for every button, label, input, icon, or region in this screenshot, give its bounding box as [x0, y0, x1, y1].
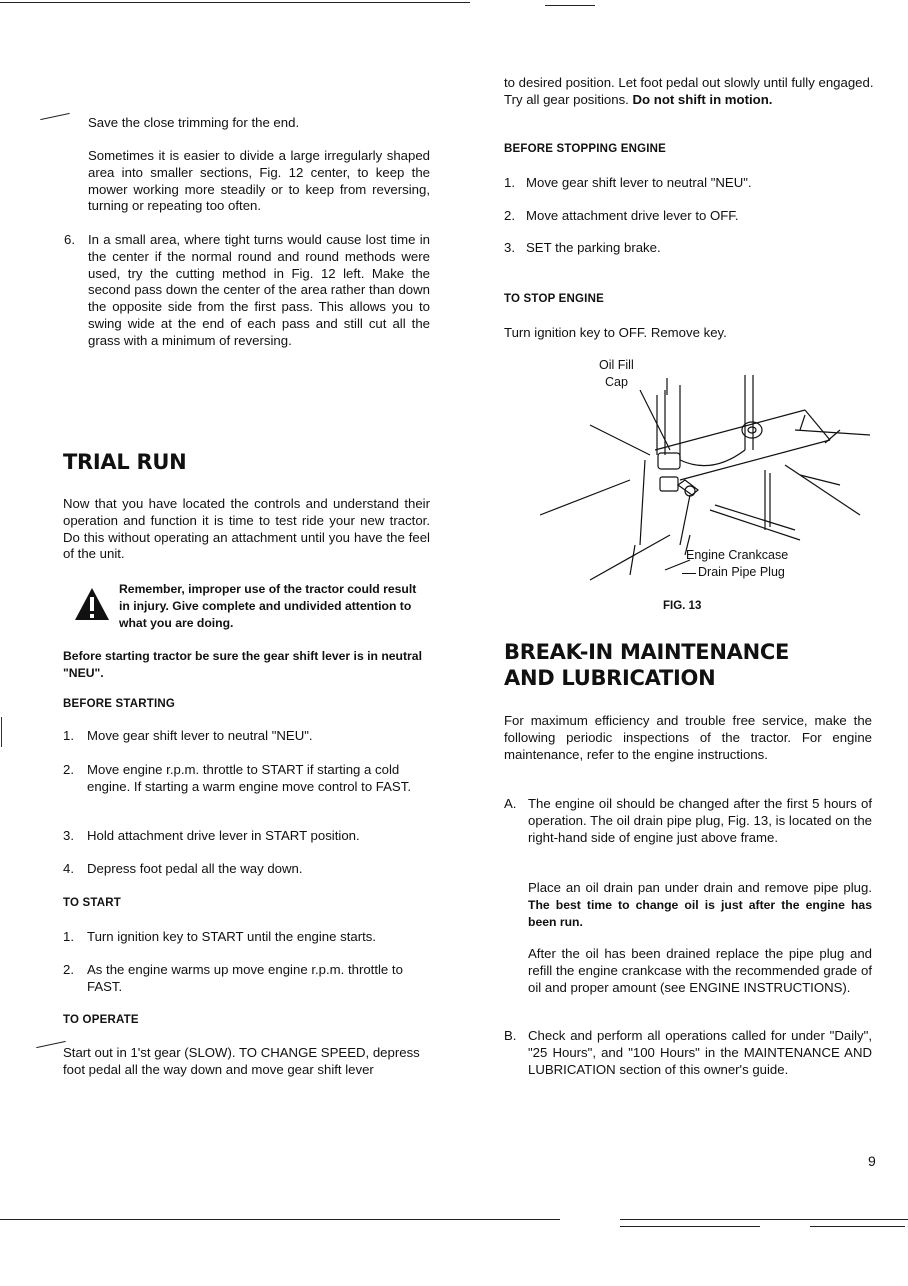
- item-a-para-2-normal: Place an oil drain pan under drain and remove pipe plug.: [528, 880, 872, 895]
- list-item: [64, 115, 430, 132]
- list-text: Save the close trimming for the end.: [88, 115, 300, 130]
- list-text: Move attachment drive lever to OFF.: [526, 208, 739, 223]
- list-number: 3.: [504, 240, 515, 255]
- trial-run-title: TRIAL RUN: [63, 450, 187, 474]
- to-stop-heading: TO STOP ENGINE: [504, 293, 604, 305]
- item-b-text: Check and perform all operations called for under "Daily", "25 Hours", and "100 Hours" in the MAINTENANCE AND LUBRICATION section of this owner's guide.: [528, 1028, 872, 1077]
- bottom-scan-rule-2: [620, 1226, 760, 1227]
- item-a-text: The engine oil should be changed after the first 5 hours of operation. The oil drain pipe plug, Fig. 13, is located on the right-hand side of engine just above frame.: [528, 796, 872, 845]
- list-item: [63, 929, 430, 946]
- to-operate-heading: TO OPERATE: [63, 1014, 139, 1026]
- list-number: 2.: [63, 962, 74, 977]
- list-item: [64, 148, 430, 215]
- to-start-heading: TO START: [63, 897, 122, 909]
- list-text: Hold attachment drive lever in START position.: [87, 828, 360, 843]
- before-stopping-heading: BEFORE STOPPING ENGINE: [504, 143, 667, 155]
- label-drain-dash: [682, 573, 696, 574]
- break-in-title-2: AND LUBRICATION: [504, 666, 716, 690]
- list-text: Move gear shift lever to neutral "NEU".: [87, 728, 313, 743]
- break-in-title-1: BREAK-IN MAINTENANCE: [504, 640, 790, 664]
- to-stop-text: Turn ignition key to OFF. Remove key.: [504, 325, 727, 340]
- label-cap: Cap: [605, 375, 628, 389]
- figure-caption: FIG. 13: [663, 600, 702, 612]
- list-item: [504, 240, 874, 257]
- list-text: Turn ignition key to START until the engine starts.: [87, 929, 377, 944]
- list-text: Move gear shift lever to neutral "NEU".: [526, 175, 752, 190]
- list-number: 3.: [63, 828, 74, 843]
- margin-mark-dash-2: [36, 1041, 66, 1048]
- continued-normal: to desired position. Let foot pedal out slowly until fully engaged. Try all gear positions.: [504, 75, 874, 107]
- top-scan-rule-right: [545, 5, 595, 6]
- list-text: Sometimes it is easier to divide a large irregularly shaped area into smaller sections, Fig. 12 center, to keep the mower working more steadily or to keep from reversing, turning or repeating too often.: [88, 148, 430, 214]
- continued-text: [504, 75, 874, 109]
- item-a-number: A.: [504, 796, 517, 811]
- list-text: SET the parking brake.: [526, 240, 661, 255]
- list-item: [63, 962, 430, 996]
- warning-text: Remember, improper use of the tractor could result in injury. Give complete and undivided attention to what you are doing.: [119, 582, 417, 630]
- list-text: As the engine warms up move engine r.p.m. throttle to FAST.: [87, 962, 403, 994]
- label-crankcase: Engine Crankcase: [686, 548, 789, 562]
- list-number: 1.: [63, 728, 74, 743]
- margin-edge-mark: [1, 717, 2, 747]
- list-number: 2.: [504, 208, 515, 223]
- before-starting-heading: BEFORE STARTING: [63, 698, 176, 710]
- warning-icon: [74, 587, 110, 621]
- list-text: Depress foot pedal all the way down.: [87, 861, 303, 876]
- list-number: 1.: [63, 929, 74, 944]
- list-item: [63, 861, 430, 878]
- bottom-scan-rule-right: [620, 1219, 908, 1220]
- list-item: [64, 232, 430, 350]
- list-number: 1.: [504, 175, 515, 190]
- bottom-scan-rule-3: [810, 1226, 905, 1227]
- list-text: In a small area, where tight turns would cause lost time in the center if the normal round and round methods were used, try the cutting method in Fig. 12 left. Make the second pass down the center of the area rather than down the opposite side from the first pass. This allows you to swing wide at the end of each pass and still cut all the grass with a minimum of reversing.: [88, 232, 430, 348]
- list-number: 4.: [63, 861, 74, 876]
- page-number: 9: [868, 1153, 876, 1169]
- item-b-number: B.: [504, 1028, 517, 1043]
- item-a-para-2-bold: The best time to change oil is just after the engine has been run.: [528, 897, 872, 929]
- list-item: [504, 175, 874, 192]
- bottom-scan-rule: [0, 1219, 560, 1220]
- break-in-intro: For maximum efficiency and trouble free service, make the following periodic inspections of the tractor. For engine maintenance, refer to the engine instructions.: [504, 713, 872, 762]
- list-item: [63, 828, 430, 845]
- item-a-para-2: [528, 880, 872, 930]
- list-number: 6.: [64, 232, 75, 247]
- list-item: [63, 728, 430, 745]
- item-a-para-3: After the oil has been drained replace the pipe plug and refill the engine crankcase with the recommended grade of oil and proper amount (see ENGINE INSTRUCTIONS).: [528, 946, 872, 995]
- label-drain-plug: Drain Pipe Plug: [698, 565, 785, 579]
- list-item: [504, 208, 874, 225]
- continued-bold: Do not shift in motion.: [632, 91, 773, 107]
- trial-run-intro: Now that you have located the controls and understand their operation and function it is time to test ride your new tractor. Do this without operating an attachment until you have the feel of the unit.: [63, 496, 430, 562]
- top-scan-rule: [0, 2, 470, 3]
- list-item: [63, 762, 430, 796]
- list-number: 2.: [63, 762, 74, 777]
- to-operate-text: Start out in 1'st gear (SLOW). TO CHANGE SPEED, depress foot pedal all the way down and move gear shift lever: [63, 1045, 420, 1077]
- label-oil-fill: Oil Fill: [599, 358, 634, 372]
- list-text: Move engine r.p.m. throttle to START if starting a cold engine. If starting a warm engine move control to FAST.: [87, 762, 411, 794]
- before-start-note: Before starting tractor be sure the gear shift lever is in neutral "NEU".: [63, 649, 422, 680]
